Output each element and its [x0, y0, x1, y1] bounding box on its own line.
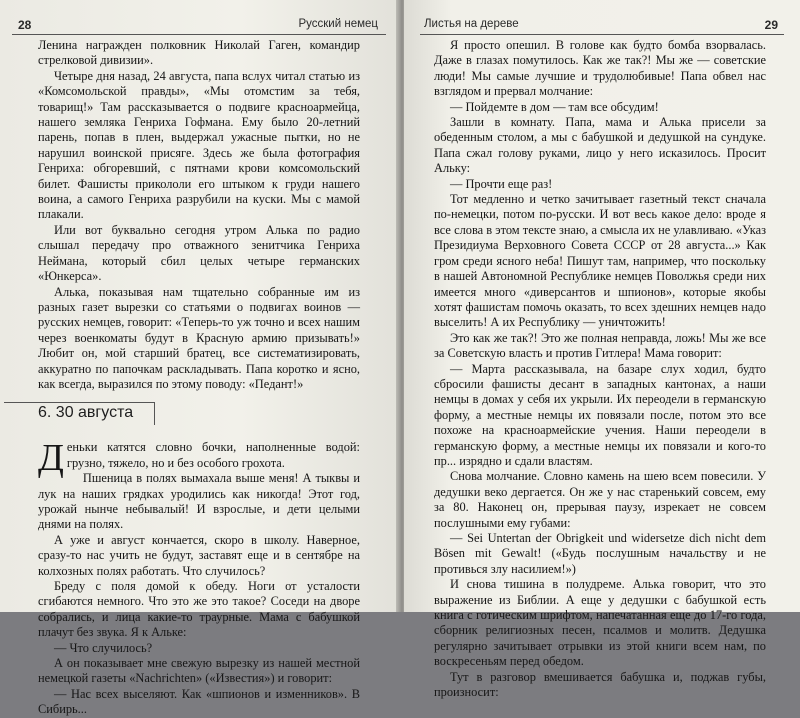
paragraphs-after: [38, 471, 360, 718]
page-number: 28: [18, 18, 32, 32]
paragraphs-before: [38, 38, 360, 392]
paragraph: И снова тишина в полудреме. Алька говорит, что это выражение из Библии. А еще у дедушки с бабушкой есть книга с готическим шрифтом, напечатанная еще до 17-го года, сборник религиозных песен, псалмов и молитв. Дедушка регулярно зачитывает отрывки из этой книги всем нам, по воскресеньям перед обедом.: [434, 577, 766, 669]
left-page: [0, 0, 400, 717]
right-page-header: [420, 14, 784, 36]
dropcap-paragraph: [38, 437, 360, 480]
page-number: 29: [764, 18, 778, 32]
paragraph: Алька, показывая нам тщательно собранные им из разных газет вырезки со статьями о подвигах воинов — русских немцев, говорит: «Теперь-то уж точно и всех нашим через военкоматы будут в Красную армию призывать!» Любит он, мой старший братец, все систематизировать, аккуратно по папочкам раскладывать. Папа коротко и ясно, как всегда, выразился по этому поводу: «Педант!»: [38, 284, 360, 391]
paragraph: — Что случилось?: [54, 640, 153, 655]
paragraph: Пшеница в полях вымахала выше меня! А тыквы и лук на наших грядках уродились как никогда! Этот год, урожай нынче небывалый! И взрослые, и дети целыми днями на полях.: [38, 471, 360, 532]
running-title: Листья на дереве: [424, 18, 519, 30]
paragraph: Я просто опешил. В голове как будто бомба взорвалась. Даже в глазах помутилось. Как же так?! Мы же — советские люди! Мы самые лучшие и трудолюбивые! Папа обвел нас взглядом и прервал молчание:: [434, 38, 766, 99]
paragraph: А он показывает мне свежую вырезку из нашей местной немецкой газеты «Nachrichten» («Известия») и говорит:: [38, 656, 360, 686]
left-page-text: [38, 38, 360, 718]
dropcap-letter: Д: [38, 437, 64, 480]
paragraphs: [434, 38, 766, 700]
dropcap-text: еньки катятся словно бочки, наполненные водой: грузно, тяжело, но и без особого грохота.: [66, 440, 360, 470]
left-page-header: [12, 14, 386, 36]
paragraph: — Нас всех выселяют. Как «шпионов и изменников». В Сибирь...: [38, 686, 360, 717]
paragraph: А уже и август кончается, скоро в школу. Наверное, сразу-то нас учить не будут, заставят еще и в сентябре на колхозных полях работать. Что случилось?: [38, 532, 360, 578]
paragraph: Тут в разговор вмешивается бабушка и, поджав губы, произносит:: [434, 669, 766, 700]
paragraph: — Марта рассказывала, на базаре слух ходил, будто сбросили фашисты десант в западных кантонах, а наши немцы в домах у себя их укрыли. Их переодели в германскую форму, а местные немцы их повязали после, потом это все похоже на красноармейские учения. Наши переодели в германскую форму, а местные немцы их повязали и кого-то пр... изрядно и сдали властям.: [434, 361, 766, 468]
paragraph: Ленина награжден полковник Николай Гаген, командир стрелковой дивизии».: [38, 38, 360, 68]
paragraph: — Sei Untertan der Obrigkeit und widersetze dich nicht dem Bösen mit Gewalt! («Будь послушным начальству и не противься злу насилием!»): [434, 531, 766, 576]
running-title: Русский немец: [298, 18, 378, 30]
paragraph: Снова молчание. Словно камень на шею всем повесили. У дедушки веко дергается. Он же у нас старенький совсем, ему за 80. Наконец он, прерывая паузу, изрекает не совсем послушными ему губами:: [434, 469, 766, 530]
section-heading-block: [38, 402, 360, 432]
paragraph: Это как же так?! Это же полная неправда, ложь! Мы же все за Советскую власть и против Гитлера! Мама говорит:: [434, 330, 766, 361]
right-page: [404, 0, 800, 700]
paragraph: Или вот буквально сегодня утром Алька по радио слышал передачу про отважного зенитчика Генриха Неймана, который сбил целых четыре германских «Юнкерса».: [38, 222, 360, 284]
paragraph: Четыре дня назад, 24 августа, папа вслух читал статью из «Комсомольской правды», «Мы отомстим за тебя, товарищ!» Там рассказывается о подвиге красноармейца, нашего земляка Генриха Гофмана. Ему было 20-летний парень, попав в плен, выдержал ужасные пытки, но не нарушил воинской присяге. Здесь же была фотография Генриха: обгоревший, с пятнами крови комсомольский билет. Фашисты прикололи его штыком к груди нашего воина, а самого Генриха разрубили на куски. Мы с мамой плакали.: [38, 68, 360, 222]
right-page-text: [434, 38, 766, 700]
paragraph: — Прочти еще раз!: [450, 176, 553, 191]
paragraph: — Пойдемте в дом — там все обсудим!: [450, 99, 659, 114]
paragraph: Бреду с поля домой к обеду. Ноги от усталости сгибаются немного. Что это же это такое? Соседи на дворе собрались, и лица какие-то траурные. Мама с бабушкой плачут без звука. Я к Альке:: [38, 579, 360, 640]
section-heading: 6. 30 августа: [38, 404, 134, 422]
header-rule: [12, 34, 386, 35]
paragraph: Зашли в комнату. Папа, мама и Алька присели за обеденным столом, а мы с бабушкой и дедушкой на сундуке. Папа сжал голову руками, лицо у него исказилось. Просит Альку:: [434, 115, 766, 176]
paragraph: Тот медленно и четко зачитывает газетный текст сначала по-немецки, потом по-русски. И вот весь какое дело: вроде я все слова в этом тексте знаю, а смысла их не улавливаю. «Указ Президиума Верховного Совета СССР от 28 августа...» Как гром среди ясного неба! Пишут там, например, что поскольку в нашей Автономной Республике немцев Поволжья среди них имеется много «диверсантов и шпионов», которые якобы хотят фашистам помочь оказать, то всех здешних немцев надо выселить! А их Республику — уничтожить!: [434, 192, 766, 330]
header-rule: [420, 34, 784, 35]
